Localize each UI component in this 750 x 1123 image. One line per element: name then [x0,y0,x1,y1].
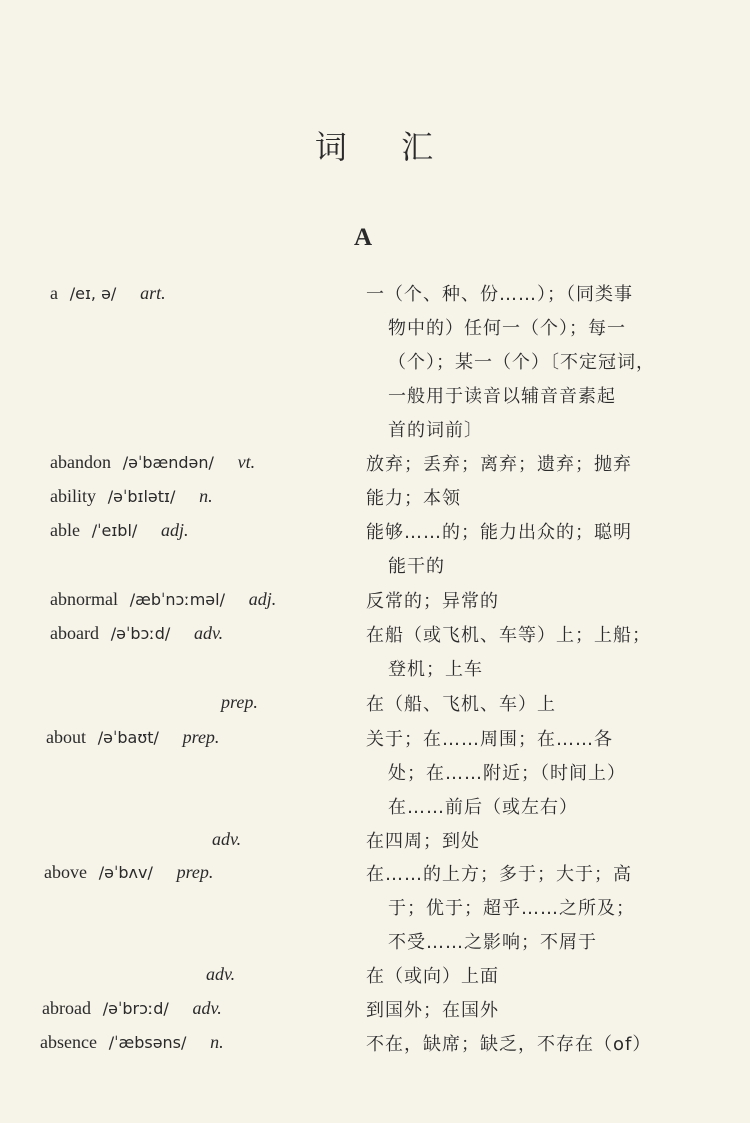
headword: abnormal [50,589,118,609]
phonetic: /əˈbaʊt/ [97,728,159,747]
definition-line: 在船（或飞机、车等）上；上船； [366,625,651,646]
definition-line: 一般用于读音以辅音音素起 [388,386,616,407]
phonetic: /əˈbɪlətɪ/ [107,487,176,506]
headword: able [50,520,80,540]
definition [366,448,682,482]
definition-line: 不在，缺席；缺乏，不存在（of） [366,1034,652,1055]
entry-headword-line [50,623,223,644]
definition-line: 登机；上车 [388,659,483,680]
definition-line: 在（或向）上面 [366,966,499,987]
headword: ability [50,486,96,506]
definition-line: 一（个、种、份……）；（同类事 [366,284,633,305]
headword: abandon [50,452,111,472]
page-title: 词 汇 [314,128,456,166]
phonetic: /əˈbɔːd/ [110,624,171,643]
definition-line: 在……前后（或左右） [388,797,578,818]
part-of-speech: adv. [193,623,224,643]
definition [366,516,682,584]
part-of-speech: vt. [237,452,256,472]
definition-line: 处；在……附近；（时间上） [388,763,626,784]
part-of-speech: prep. [182,727,220,747]
definition-line: 放弃；丢弃；离弃；遗弃；抛弃 [366,454,632,475]
definition [366,1028,682,1062]
definition [366,619,682,687]
definition-line: 关于；在……周围；在……各 [366,729,613,750]
entry-headword-line [50,520,189,541]
definition-line: 于；优于；超乎……之所及； [388,898,635,919]
definition [366,688,682,722]
definition [366,858,682,960]
definition [366,825,682,859]
headword: about [46,727,86,747]
definition-line: 在……的上方；多于；大于；高 [366,864,632,885]
definition-line: 到国外；在国外 [366,1000,499,1021]
phonetic: /əˈbændən/ [122,453,214,472]
phonetic: /ˈæbsəns/ [108,1033,187,1052]
definition-line: 能够……的；能力出众的；聪明 [366,522,632,543]
definition [366,994,682,1028]
part-of-speech: prep. [176,862,214,882]
definition [366,960,682,994]
definition [366,723,682,825]
entry-headword-line [50,486,213,507]
phonetic: /əˈbrɔːd/ [102,999,169,1018]
headword: abroad [42,998,91,1018]
entry-headword-line [40,1032,224,1053]
part-of-speech: n. [199,486,213,506]
section-letter: A [353,224,373,251]
definition-line: 在四周；到处 [366,831,480,852]
part-of-speech: adv. [212,829,242,849]
headword: a [50,283,58,303]
entry-headword-line [50,452,255,473]
definition [366,278,682,448]
part-of-speech: adv. [192,998,222,1018]
definition-line: 在（船、飞机、车）上 [366,694,556,715]
entry-headword-line [50,283,166,304]
definition-line: 反常的；异常的 [366,591,499,612]
entry-headword-line [44,862,213,883]
definition-line: 能干的 [388,556,445,577]
part-of-speech: prep. [221,692,258,712]
phonetic: /ˈeɪbl/ [91,521,138,540]
definition-line: 不受……之影响；不屑于 [388,932,597,953]
part-of-speech: adj. [248,589,277,609]
part-of-speech: adj. [161,520,189,540]
definition-line: 物中的）任何一（个）；每一 [388,318,626,339]
entry-headword-line [46,727,219,748]
definition-line: 首的词前〕 [388,420,483,441]
definition [366,482,682,516]
phonetic: /əˈbʌv/ [98,863,153,882]
entry-headword-line [42,998,222,1019]
entry-headword-line [50,589,276,610]
headword: aboard [50,623,99,643]
definition-line: （个）；某一（个）〔不定冠词， [388,352,655,373]
headword: absence [40,1032,97,1052]
part-of-speech: art. [140,283,166,303]
phonetic: /æbˈnɔːməl/ [129,590,225,609]
part-of-speech: n. [210,1032,224,1052]
phonetic: /eɪ, ə/ [69,284,117,303]
definition-line: 能力；本领 [366,488,461,509]
definition [366,585,682,619]
part-of-speech: adv. [206,964,236,984]
headword: above [44,862,87,882]
